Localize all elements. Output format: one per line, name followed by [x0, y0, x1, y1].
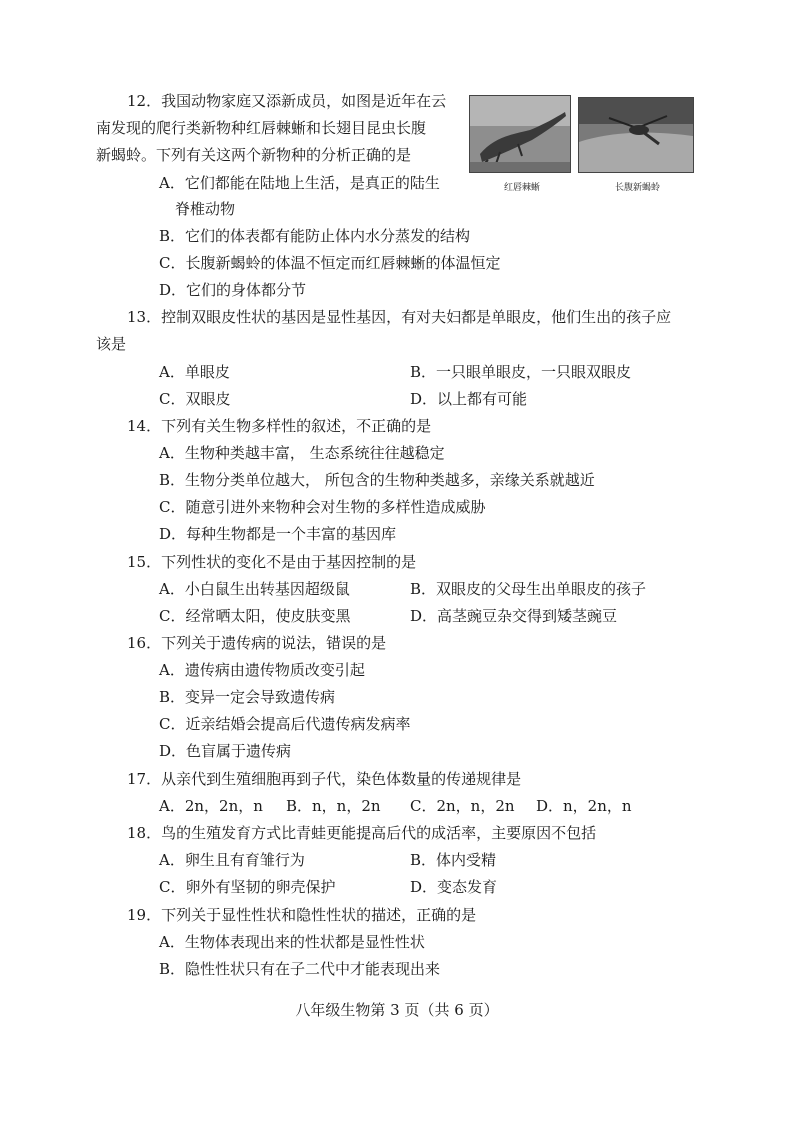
q15-option-b: B．双眼皮的父母生出单眼皮的孩子 [410, 580, 647, 598]
scorpionfly-photo [578, 97, 694, 173]
q18-stem: 18．鸟的生殖发育方式比青蛙更能提高后代的成活率，主要原因不包括 [127, 824, 597, 842]
q17-stem: 17．从亲代到生殖细胞再到子代，染色体数量的传递规律是 [127, 770, 522, 788]
q12-stem-line-3: 新蝎蛉。下列有关这两个新物种的分析正确的是 [96, 146, 412, 164]
page-footer: 八年级生物第 3 页（共 6 页） [295, 1001, 499, 1019]
q12-stem-line-2: 南发现的爬行类新物种红唇棘蜥和长翅目昆虫长腹 [96, 119, 427, 137]
q18-option-c: C．卵外有坚韧的卵壳保护 [159, 878, 336, 896]
q18-option-a: A．卵生且有育雏行为 [159, 851, 305, 869]
q13-stem: 13．控制双眼皮性状的基因是显性基因，有对夫妇都是单眼皮，他们生出的孩子应 [127, 308, 672, 326]
q18-option-b: B．体内受精 [410, 851, 497, 869]
caption-scorpionfly: 长腹新蝎蛉 [615, 183, 661, 193]
q17-option-c: C．2n，n，2n [410, 797, 515, 815]
q16-option-c: C．近亲结婚会提高后代遗传病发病率 [159, 715, 411, 733]
q15-stem: 15．下列性状的变化不是由于基因控制的是 [127, 553, 417, 571]
q15-option-a: A．小白鼠生出转基因超级鼠 [159, 580, 350, 598]
q12-option-a: A．它们都能在陆地上生活，是真正的陆生 [159, 174, 440, 192]
q12-stem-line-1: 12．我国动物家庭又添新成员，如图是近年在云 [127, 92, 447, 110]
q12-option-a-cont: 脊椎动物 [175, 200, 236, 218]
q13-option-b: B．一只眼单眼皮，一只眼双眼皮 [410, 363, 632, 381]
q16-option-a: A．遗传病由遗传物质改变引起 [159, 661, 365, 679]
q14-stem: 14．下列有关生物多样性的叙述，不正确的是 [127, 417, 432, 435]
q17-option-d: D．n，2n，n [536, 797, 632, 815]
q12-option-d: D．它们的身体都分节 [159, 281, 307, 299]
q14-option-b: B．生物分类单位越大， 所包含的生物种类越多，亲缘关系就越近 [159, 471, 595, 489]
q12-option-b: B．它们的体表都有能防止体内水分蒸发的结构 [159, 227, 471, 245]
q18-option-d: D．变态发育 [410, 878, 498, 896]
q12-option-c: C．长腹新蝎蛉的体温不恒定而红唇棘蜥的体温恒定 [159, 254, 501, 272]
q13-stem-cont: 该是 [96, 335, 127, 353]
caption-red-lipped-lizard: 红唇棘蜥 [504, 183, 541, 193]
q19-option-a: A．生物体表现出来的性状都是显性性状 [159, 933, 425, 951]
q13-option-c: C．双眼皮 [159, 390, 231, 408]
q16-option-b: B．变异一定会导致遗传病 [159, 688, 336, 706]
q13-option-a: A．单眼皮 [159, 363, 230, 381]
q15-option-d: D．高茎豌豆杂交得到矮茎豌豆 [410, 607, 618, 625]
q19-stem: 19．下列关于显性性状和隐性性状的描述，正确的是 [127, 906, 477, 924]
q13-option-d: D．以上都有可能 [410, 390, 528, 408]
q17-option-b: B．n，n，2n [286, 797, 381, 815]
red-lipped-lizard-photo [469, 95, 571, 173]
q14-option-d: D．每种生物都是一个丰富的基因库 [159, 525, 397, 543]
q17-option-a: A．2n，2n，n [159, 797, 263, 815]
q16-option-d: D．色盲属于遗传病 [159, 742, 292, 760]
q15-option-c: C．经常晒太阳，使皮肤变黑 [159, 607, 351, 625]
q14-option-a: A．生物种类越丰富， 生态系统往往越稳定 [159, 444, 445, 462]
q19-option-b: B．隐性性状只有在子二代中才能表现出来 [159, 960, 441, 978]
q14-option-c: C．随意引进外来物种会对生物的多样性造成威胁 [159, 498, 486, 516]
q16-stem: 16．下列关于遗传病的说法，错误的是 [127, 634, 387, 652]
